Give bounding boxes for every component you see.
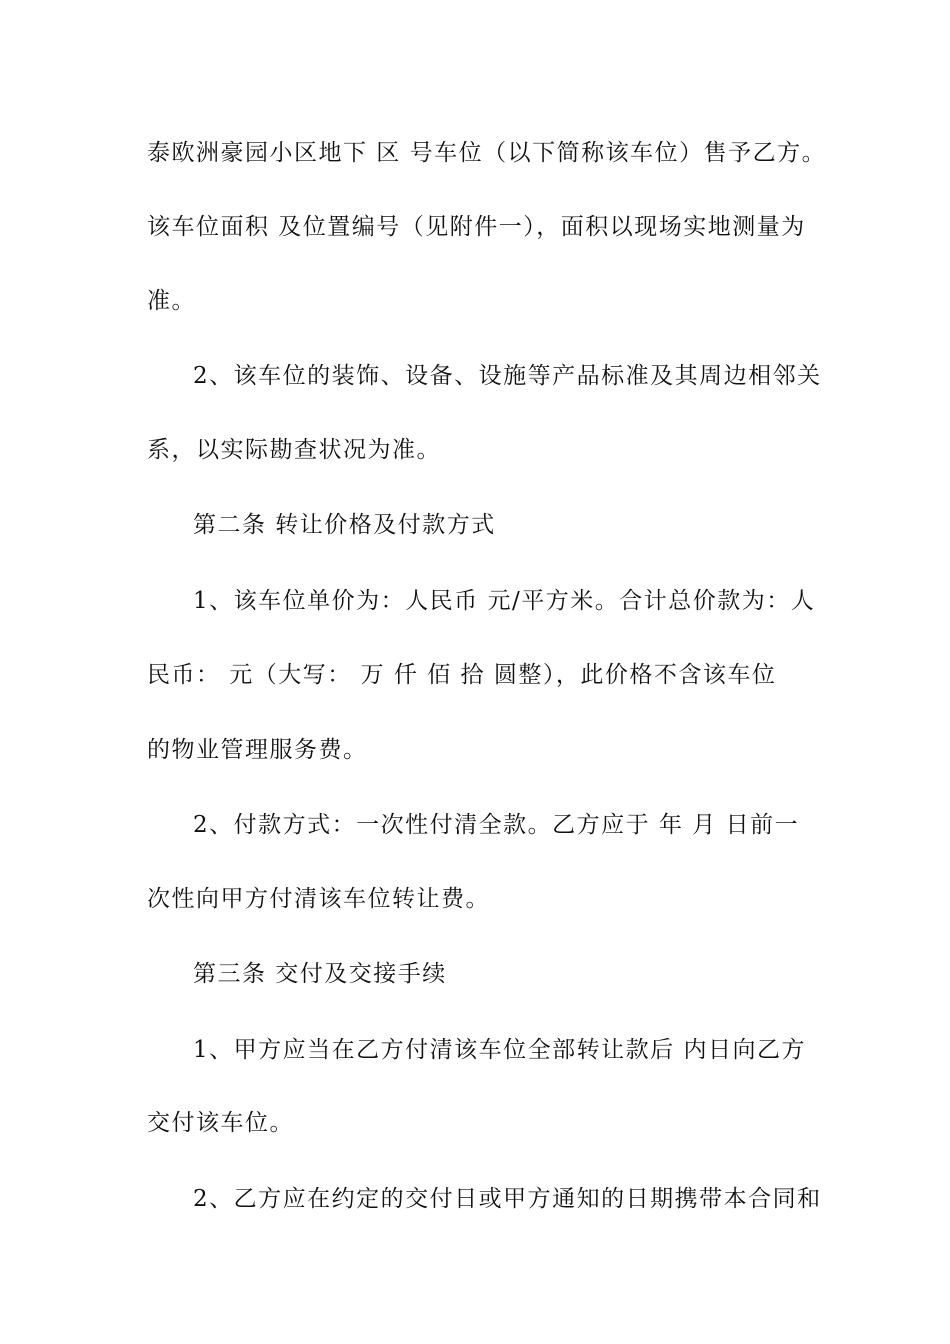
body-text-line: 次性向甲方付清该车位转让费。: [147, 886, 490, 912]
section-heading: 第三条 交付及交接手续: [193, 961, 447, 987]
body-text-line: 系，以实际勘查状况为准。: [147, 437, 441, 463]
clause-item-line: 1、甲方应当在乙方付清该车位全部转让款后 内日向乙方: [193, 1037, 806, 1063]
clause-item-line: 2、该车位的装饰、设备、设施等产品标准及其周边相邻关: [193, 363, 822, 389]
body-text-line: 该车位面积 及位置编号（见附件一），面积以现场实地测量为: [147, 214, 806, 240]
body-text-line: 泰欧洲豪园小区地下 区 号车位（以下简称该车位）售予乙方。: [147, 140, 827, 166]
clause-item-line: 2、乙方应在约定的交付日或甲方通知的日期携带本合同和: [193, 1186, 822, 1212]
body-text-line: 民币： 元（大写： 万 仟 佰 拾 圆整），此价格不含该车位: [147, 662, 777, 688]
clause-item-line: 2、付款方式：一次性付清全款。乙方应于 年 月 日前一: [193, 812, 800, 838]
body-text-line: 的物业管理服务费。: [147, 737, 368, 763]
clause-item-line: 1、该车位单价为：人民币 元/平方米。合计总价款为：人: [193, 588, 816, 614]
section-heading: 第二条 转让价格及付款方式: [193, 512, 496, 538]
body-text-line: 准。: [147, 288, 196, 314]
body-text-line: 交付该车位。: [147, 1110, 294, 1136]
